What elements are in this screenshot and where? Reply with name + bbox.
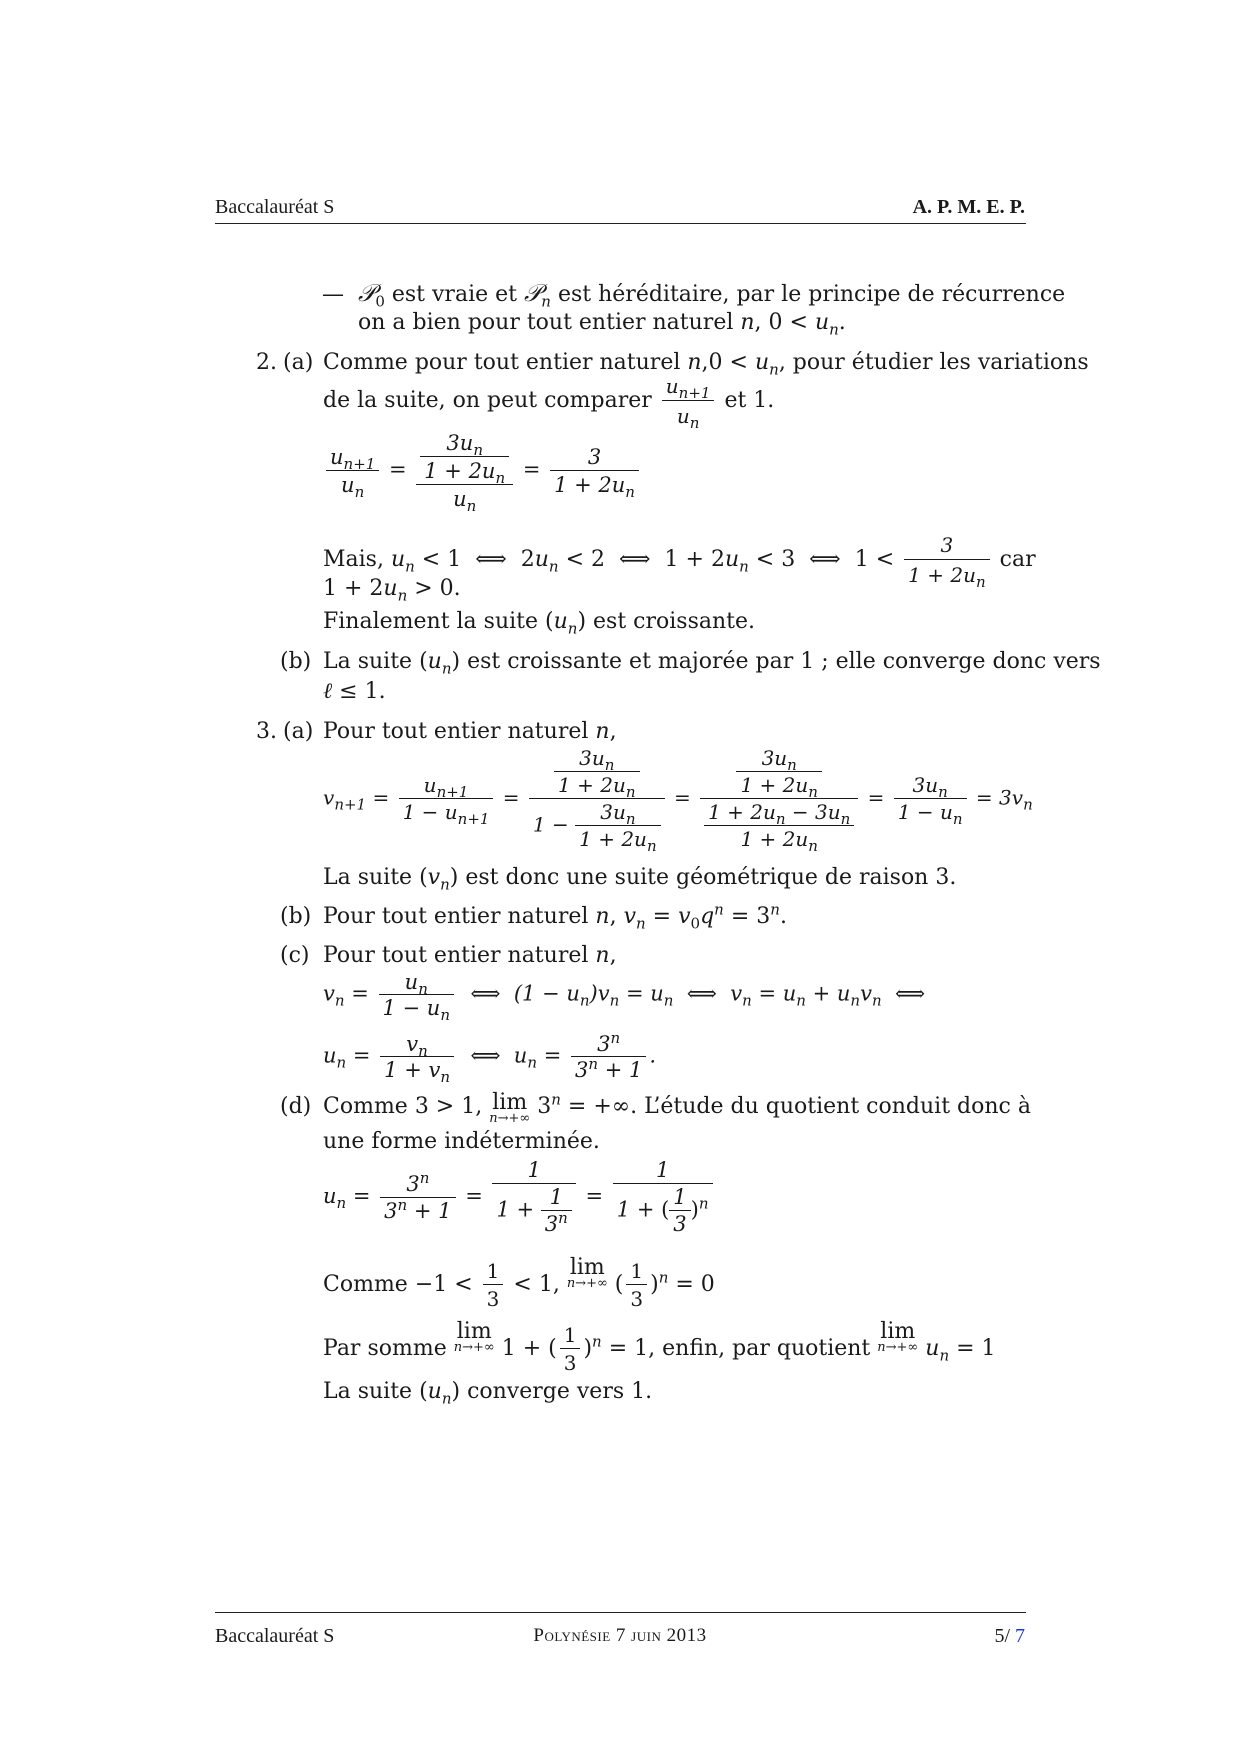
- footer-center: Polynésie 7 juin 2013: [533, 1625, 707, 1646]
- q3b-label: (b): [280, 904, 312, 929]
- q3a-conclusion: La suite $(v_n)$ est donc une suite géométrique de raison 3.: [323, 865, 957, 894]
- q2-number: 2.: [256, 350, 277, 375]
- finalement-line: Finalement la suite $(u_n)$ est croissante.: [323, 609, 756, 638]
- page-number: 5/ 7: [994, 1625, 1025, 1647]
- dash-line-2: on a bien pour tout entier naturel n, $0 < u_n$.: [358, 310, 846, 339]
- comme-line: Comme −1 < $\frac{1}{3}$ < 1, lim n→+∞ ( $\frac{1}{3}$ )$^n$ = 0: [323, 1255, 715, 1311]
- q3d-line-1: Comme 3 > 1, lim n→+∞ 3$^n$ = +∞. L’étude du quotient conduit donc à: [323, 1090, 1031, 1126]
- q3a-line: Pour tout entier naturel n,: [323, 719, 617, 744]
- footer-rule: [215, 1612, 1026, 1613]
- q3-number: 3.: [256, 719, 277, 744]
- inverse-eq-1: $v_n$ = $\frac{u_n}{1 - u_n}$ ⟺ $(1 - u_n)v_n = u_n$ ⟺ $v_n = u_n + u_nv_n$ ⟺: [323, 970, 926, 1025]
- header-rule: [215, 223, 1026, 224]
- geometric-equation: $v_{n+1}$ = $\frac{u_{n+1}}{1 - u_{n+1}}$ = $\frac{3u_n}{1 + 2u_n}$ 1 − $\frac{3u_n}{1 + 2u_n}$ = $\frac{\frac{3u_n}{1 + 2u_n}}{\frac{1 + 2u_n - 3u_n}{1 + 2u_n}}$ = $\frac{3u_n}{1 - u_n}$ = $3v_n$: [323, 746, 1033, 855]
- q2a-label: (a): [283, 350, 314, 375]
- convergence-line: La suite $(u_n)$ converge vers 1.: [323, 1379, 653, 1408]
- q3c-line: Pour tout entier naturel n,: [323, 943, 617, 968]
- ratio-equation: $\frac{u_{n+1}}{u_n}$ = $\frac{\frac{3u_n}{1 + 2u_n}}{u_n}$ = $\frac{3}{1 + 2u_n}$: [323, 430, 642, 512]
- q2b-label: (b): [280, 649, 312, 674]
- header-right: A. P. M. E. P.: [912, 196, 1025, 218]
- mais-line: Mais, $u_n < 1$ ⟺ $2u_n < 2$ ⟺ $1 + 2u_n < 3$ ⟺ 1 < $\frac{3}{1 + 2u_n}$ car: [323, 533, 1036, 591]
- q3b-line: Pour tout entier naturel n, $v_n = v_0q^n = 3^n$.: [323, 900, 787, 933]
- footer-left: Baccalauréat S: [215, 1625, 335, 1647]
- q3d-label: (d): [280, 1094, 312, 1119]
- somme-line: Par somme lim n→+∞ 1 + ( $\frac{1}{3}$ )$^n$ = 1, enfin, par quotient lim n→+∞ $u_n = 1$: [323, 1319, 996, 1375]
- q2b-line-1: La suite $(u_n)$ est croissante et majorée par 1 ; elle converge donc vers: [323, 649, 1101, 678]
- inverse-eq-2: $u_n$ = $\frac{v_n}{1 + v_n}$ ⟺ $u_n$ = $\frac{3^n}{3^n + 1}$ .: [323, 1029, 657, 1087]
- q3c-label: (c): [280, 943, 310, 968]
- positivity-line: $1 + 2u_n > 0$.: [323, 576, 461, 605]
- q3d-line-2: une forme indéterminée.: [323, 1129, 600, 1154]
- dash-line-1: — 𝒫$_0$ est vraie et 𝒫$_n$ est héréditaire, par le principe de récurrence: [322, 279, 1066, 311]
- q3a-label: (a): [283, 719, 314, 744]
- q2a-line-2: de la suite, on peut comparer $\frac{u_{n+1}}{u_n}$ et 1.: [323, 374, 775, 432]
- total-pages-link[interactable]: 7: [1015, 1625, 1025, 1647]
- q2b-line-2: ℓ ≤ 1.: [323, 679, 386, 704]
- header-left: Baccalauréat S: [215, 196, 335, 218]
- quotient-equation: $u_n$ = $\frac{3^n}{3^n + 1}$ = 1 1 + $\frac{1}{3^n}$ = 1 1 + ( $\frac{1}{3}$ )$^n$: [323, 1158, 716, 1237]
- q2a-line-1: Comme pour tout entier naturel $n,0 < u_n$, pour étudier les variations: [323, 350, 1089, 379]
